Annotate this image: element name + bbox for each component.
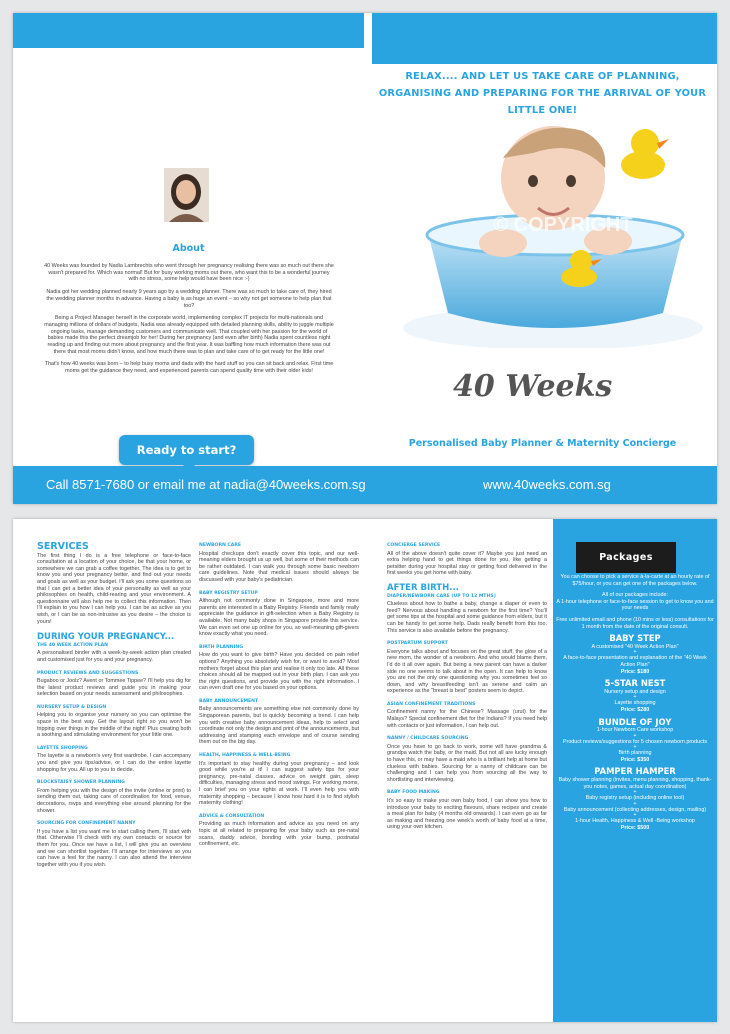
package-price: Price: $180 xyxy=(620,668,650,675)
service-title: NURSERY SETUP & DESIGN xyxy=(37,704,107,710)
contact-info: Call 8571-7680 or email me at nadia@40weeks.com.sg xyxy=(46,477,366,492)
service-text: Baby announcements are something else not commonly done by Singaporean parents, but is quickly becoming a trend. I can help you with creative baby announcement ideas, help to select and coordinate not only the design and print of the announcements, but addressing and stamping each envelope and of course sending them out on the big day. xyxy=(199,706,359,746)
package-price: Price: $350 xyxy=(620,756,650,763)
packages-intro: A 1-hour telephone or face-to-face session to get to know you and your needs xyxy=(556,598,714,612)
package-plus-separator: + xyxy=(633,812,637,819)
package-item: Baby registry setup (including online tool) xyxy=(585,795,685,802)
top-left-band xyxy=(13,13,364,48)
packages-heading: Packages xyxy=(576,542,676,573)
services-column-1 xyxy=(37,541,191,868)
service-title: BABY REGISTRY SETUP xyxy=(199,590,258,596)
package-item: Birth planning xyxy=(618,750,652,757)
package-item: Baby shower planning (invites, menu planning, shopping, thank-you notes, games, actual day coordination) xyxy=(558,777,712,790)
packages-intro: Free unlimited email and phone (10 mins or less) consultations for 1 month from the date of the original consult. xyxy=(556,616,714,630)
package-name: 5-STAR NEST xyxy=(604,678,666,689)
brochure-back-page xyxy=(13,519,717,1022)
package-item: Product reviews/suggestions for 5 chosen newborn products xyxy=(562,738,708,745)
services-column-2 xyxy=(199,543,359,848)
brochure-front-page xyxy=(13,13,717,504)
service-title: PRODUCT REVIEWS AND SUGGESTIONS xyxy=(37,670,139,676)
package-item: A customised "40 Week Action Plan" xyxy=(591,643,679,650)
service-text: Hospital checkups don't exactly cover this topic, and our well-meaning elders brought us up well, but some of their methods can be rather outdated. I can walk you through some basic newborn care guidelines. Note that medical issues should always be discussed with your baby's pediatrician. xyxy=(199,550,359,583)
website-link[interactable]: www.40weeks.com.sg xyxy=(483,477,611,492)
service-text: The layette is a newborn's very first wardrobe. I can accompany you and give you tips/advise, or I can do the entire layette shopping for you. All up to you to decide. xyxy=(37,753,191,773)
service-text: Everyone talks about and focuses on the great stuff, the glow of a new mom, the wonder of a newborn. And who would blame them, I'd do it all over again. But being a new parent can have a darker side no one seems to talk about in the open. It can help to know you are not the only one questioning why you sometimes feel so down, and why breastfeeding isn't as serene and calm an experience as the "breast is best" posters seem to depict. xyxy=(387,648,547,695)
top-right-band xyxy=(372,13,717,64)
baby-in-tub-image xyxy=(383,113,703,348)
service-title: SOURCING FOR CONFINEMENT NANNY xyxy=(37,821,136,827)
service-title: HEALTH, HAPPINESS & WELL-BEING xyxy=(199,753,291,759)
package-item: Nursery setup and design xyxy=(604,688,666,695)
about-paragraph: 40 Weeks was founded by Nadia Lambrechts who went through her pregnancy realising there was so much out there she wasn't prepared for. Which was normal! But for busy working moms out there, who want this to be a wonderful journey with no stress, some help would have been nice :-) xyxy=(44,263,334,283)
package-plus-separator: + xyxy=(633,649,637,656)
package-name: BABY STEP xyxy=(609,633,661,644)
about-paragraph: Nadia got her wedding planned nearly 9 years ago by a wedding planner. There was so much to take care of, they hired the wedding planner months in advance. Having a baby is as huge an event – so why not get someone to help plan that too? xyxy=(46,289,332,309)
headline: RELAX.... AND LET US TAKE CARE OF PLANNING, ORGANISING AND PREPARING FOR THE ARRIVAL OF YOUR LITTLE ONE! xyxy=(378,71,707,116)
tagline: Personalised Baby Planner & Maternity Concierge xyxy=(408,438,677,449)
service-title: LAYETTE SHOPPING xyxy=(37,745,88,751)
package-name: BUNDLE OF JOY xyxy=(598,716,672,727)
service-title: NEWBORN CARE xyxy=(199,543,242,548)
after-birth-heading: AFTER BIRTH... xyxy=(387,582,459,593)
package-item: Layette shopping xyxy=(614,700,656,707)
service-title: BIRTH PLANNING xyxy=(199,644,243,650)
service-text: Bugaboo or Joolz? Avent or Tommee Tippee? I'll help you dig for the latest product reviews and guide you in making your selection based on your needs assessment and philosophies. xyxy=(37,678,191,698)
service-text: From helping you with the design of the invite (online or print) to sending them out, taking care of coordination for food, venue, decorations, rsvps and everything else around planning for the shower. xyxy=(37,787,191,814)
during-pregnancy-heading: DURING YOUR PREGNANCY... xyxy=(37,632,175,643)
service-text: Providing as much information and advice as you need on any topic at all related to preparing for your baby such as pre-natal scans, daddy advice, bonding with your bump, postnatal confinement, etc. xyxy=(199,821,359,848)
package-plus-separator: + xyxy=(633,800,637,807)
about-text xyxy=(43,263,335,381)
service-title: CONCIERGE SERVICE xyxy=(387,543,441,548)
service-title: DIAPER/NEWBORN CARE (UP TO 12 MTHS) xyxy=(387,593,496,599)
services-intro: The first thing I do is a free telephone or face-to-face consultation at a location of your choice, be that your home, or somewhere we can grab a coffee together. The idea is to get to know you and your pregnancy better, and find out your needs and goals as well as your budget. I'll ask you some questions so that I can get a better idea of your personality as well as your philosophies on health, child-rearing and your environment. A questionnaire will also help me to collect this information. Then I'll explain to you how I can help you. I can be as active as you wish, or I can be as non-intrusive as you desire – the choice is yours! xyxy=(37,552,191,625)
package-item: Baby announcement (collecting addresses, design, mailing) xyxy=(563,806,707,813)
about-paragraph: That's how 40 weeks was born – to help busy moms and dads with the hard stuff so you can sit back and relax. First time moms get the guidance they need, and experienced parents can spend quality time with their older kids! xyxy=(44,361,334,375)
package-item: 1-hour Newborn Care workshop xyxy=(596,727,674,734)
package-plus-separator: + xyxy=(633,789,637,796)
service-title: BABY FOOD MAKING xyxy=(387,790,440,796)
service-text: Clueless about how to bathe a baby, change a diaper or even to feed? Nervous about handling a newborn for the first time? You'll get some tips at the hospital and some guidance from elders, but it can be handy to get some help. Dads really benefit from this too. This service is also available before the pregnancy. xyxy=(387,601,547,634)
service-text: A personalised binder with a week-by-week action plan created and customised just for you and your pregnancy. xyxy=(37,650,191,663)
package-plus-separator: + xyxy=(633,744,637,751)
service-title: BLOCKSTAISY SHOWER PLANNING xyxy=(37,780,125,786)
service-text: If you have a list you want me to start calling them, I'll start with that. Otherwise I'll check with my own contacts or source for them for you. Once we have a list, I will give you an overview and we can shortlist together. I'll arrange for interviews so you can have a feel for the nanny. I can also attend the interview together with you if you wish. xyxy=(37,828,191,868)
service-text: It's so easy to make your own baby food, I can show you how to introduce your baby to exciting flavours, share recipes and create a meal plan for baby (4 months old onwards). I can even go as far as making and freezing one week's worth of baby food at a time, using your own kitchen. xyxy=(387,798,547,831)
brand-logo: 40 Weeks xyxy=(453,369,613,404)
service-text: All of the above doesn't quite cover it? Maybe you just need an extra helping hand to get things done for you, like getting a petsitter during your hospital stay or getting food delivered in the first weeks you get home with baby. xyxy=(387,550,547,577)
founder-photo xyxy=(164,168,209,222)
services-heading: SERVICES xyxy=(37,541,89,552)
service-title: POSTPARTUM SUPPORT xyxy=(387,641,448,647)
package-plus-separator: + xyxy=(633,694,637,701)
packages-intro: You can choose to pick a service à-la-carte at an hourly rate of $75/hour, or you can get one of the packages below. xyxy=(560,574,710,587)
about-paragraph: Being a Project Manager herself in the corporate world, implementing complex IT projects for multi-nationals and managing millions of dollars of budgets, Nadia was already equipped with detailed planning skills, ability to juggle multiple ongoing tasks, manage demanding customers and communicate well. That coupled with her passion for the world of babies made this the perfect dreamjob for her! During her pregnancy (and even after birth) Nadia spent countless night reading up and finding out more about pregnancy and the first year. It was baffling how much information there was out there that most moms didn't know, and how much there was to plan and take care of to get ready for the little one! xyxy=(44,315,334,355)
package-item: A face-to-face presentation and explanation of the "40 Week Action Plan" xyxy=(563,655,707,668)
service-text: Once you have to go back to work, some will have grandma & grandpa watch the baby, or the maid. But not all are lucky enough to have this, or may have a maid who is a brilliant help at home but clueless with babies. Sourcing for a nanny of childcare can be challenging and I can help you from sourcing all the way to shortlisting and interviewing. xyxy=(387,743,547,783)
service-title: BABY ANNOUNCEMENT xyxy=(199,698,259,704)
package-price: Price: $280 xyxy=(620,706,650,713)
service-text: Although not commonly done in Singapore, more and more parents are interested in a Baby Registry. Friends and family really appreciate the guidance in gift-selection when a Baby Registry is available. Not many baby shops in Singapore provide this service. We can even set one up online for you, so well-meaning gift-givers know exactly what you need. xyxy=(199,598,359,638)
ready-to-start-button[interactable]: Ready to start? xyxy=(119,435,254,465)
services-column-3 xyxy=(387,543,547,831)
service-title: ASIAN CONFINEMENT TRADITIONS xyxy=(387,701,476,707)
package-name: PAMPER HAMPER xyxy=(594,766,676,777)
about-heading: About xyxy=(172,243,205,254)
service-text: It's important to stay healthy during your pregnancy – and look good while you're at it! I can suggest safety tips for your pregnancy, pre-natal classes, advice on weight gain, sleep difficulties, managing stress and mood swings. For working moms, I can brief you on your rights at work. I'll even help you with maternity shopping – because I know how hard it is to find stylish maternity clothing! xyxy=(199,760,359,807)
package-plus-separator: + xyxy=(633,732,637,739)
package-price: Price: $500 xyxy=(620,825,650,832)
contact-band xyxy=(13,466,717,504)
service-text: Confinement nanny for the Chinese? Massage (urut) for the Malays? Special confinement diet for the Indians? If you need help with contacts or just information, I can help out. xyxy=(387,709,547,729)
service-title: NANNY / CHILDCARE SOURCING xyxy=(387,736,469,742)
packages-intro: All of our packages include: xyxy=(602,592,668,599)
service-title: THE 40 WEEK ACTION PLAN xyxy=(37,642,109,648)
package-item: 1-hour Health, Happiness & Well -Being workshop xyxy=(575,818,695,825)
watermark: © COPYRIGHT xyxy=(493,214,633,236)
packages-list xyxy=(556,574,714,837)
service-title: ADVICE & CONSULTATION xyxy=(199,813,265,819)
service-text: Helping you to organise your nursery so you can optimise the space in the best way. Get the layout right so you won't be tripping over things in the middle of the night! Plus creating both a soothing and stimulating environment for your little one. xyxy=(37,712,191,739)
service-text: How do you want to give birth? Have you decided on pain relief options? Anything you absolutely wish for, or want to avoid? Most mothers forget about this plan and realise it only too late. All these choices should all be mapped out in your birth plan. I can ask you the right questions, and provide you with the right information. I can even draft one for you based on your options. xyxy=(199,652,359,692)
